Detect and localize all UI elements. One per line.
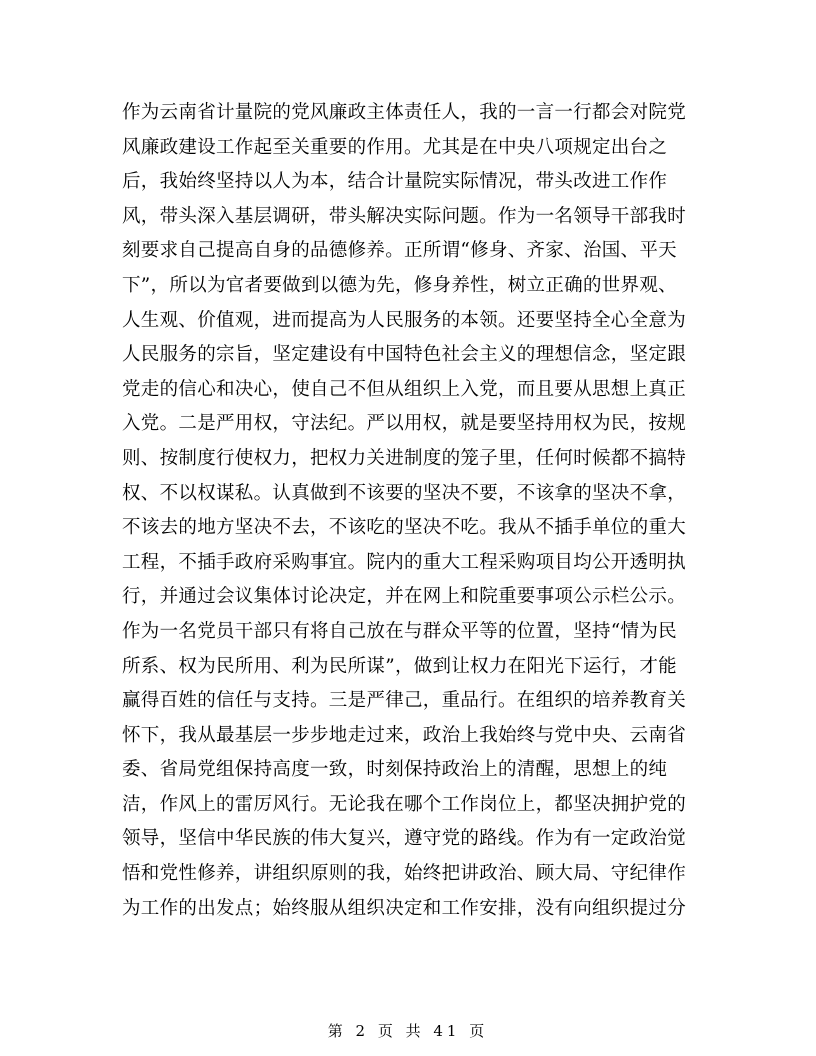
text-line: 行，并通过会议集体讨论决定，并在网上和院重要事项公示栏公示。 [122,586,687,608]
text-line: 委、省局党组保持高度一致，时刻保持政治上的清醒，思想上的纯 [122,759,668,781]
text-line: 作为云南省计量院的党风廉政主体责任人，我的一言一行都会对院党 [122,102,687,123]
text-line: 作为一名党员干部只有将自己放在与群众平等的位置，坚持“情为民 [122,620,677,642]
body-text [122,96,694,926]
text-line: 洁，作风上的雷厉风行。无论我在哪个工作岗位上，都坚决拥护党的 [122,793,687,815]
text-line: 入党。二是严用权，守法纪。严以用权，就是要坚持用权为民，按规 [122,413,687,435]
text-line: 怀下，我从最基层一步步地走过来，政治上我始终与党中央、云南省 [122,724,687,746]
page-number-footer: 第 2 页 共 41 页 [327,1022,489,1040]
text-line: 风廉政建设工作起至关重要的作用。尤其是在中央八项规定出台之 [122,136,668,158]
text-line: 权、不以权谋私。认真做到不该要的坚决不要，不该拿的坚决不拿， [122,482,687,504]
text-line: 风，带头深入基层调研，带头解决实际问题。作为一名领导干部我时 [122,205,687,227]
text-line: 赢得百姓的信任与支持。三是严律己，重品行。在组织的培养教育关 [122,690,687,712]
text-line: 为工作的出发点；始终服从组织决定和工作安排，没有向组织提过分 [122,897,687,919]
text-line: 所系、权为民所用、利为民所谋”，做到让权力在阳光下运行，才能 [122,655,677,677]
text-line: 刻要求自己提高自身的品德修养。正所谓“修身、齐家、治国、平天 [122,240,677,262]
text-line: 则、按制度行使权力，把权力关进制度的笼子里，任何时候都不搞特 [122,447,687,469]
text-line: 人民服务的宗旨，坚定建设有中国特色社会主义的理想信念，坚定跟 [122,344,687,366]
text-line: 不该去的地方坚决不去，不该吃的坚决不吃。我从不插手单位的重大 [122,517,687,539]
text-line: 党走的信心和决心，使自己不但从组织上入党，而且要从思想上真正 [122,378,687,400]
text-line: 工程，不插手政府采购事宜。院内的重大工程采购项目均公开透明执 [122,551,687,573]
text-line: 领导，坚信中华民族的伟大复兴，遵守党的路线。作为有一定政治觉 [122,828,687,850]
text-line: 后，我始终坚持以人为本，结合计量院实际情况，带头改进工作作 [122,171,668,193]
text-line: 悟和党性修养，讲组织原则的我，始终把讲政治、顾大局、守纪律作 [122,863,687,885]
text-line: 人生观、价值观，进而提高为人民服务的本领。还要坚持全心全意为 [122,309,687,331]
text-line: 下”，所以为官者要做到以德为先，修身养性，树立正确的世界观、 [122,274,677,296]
